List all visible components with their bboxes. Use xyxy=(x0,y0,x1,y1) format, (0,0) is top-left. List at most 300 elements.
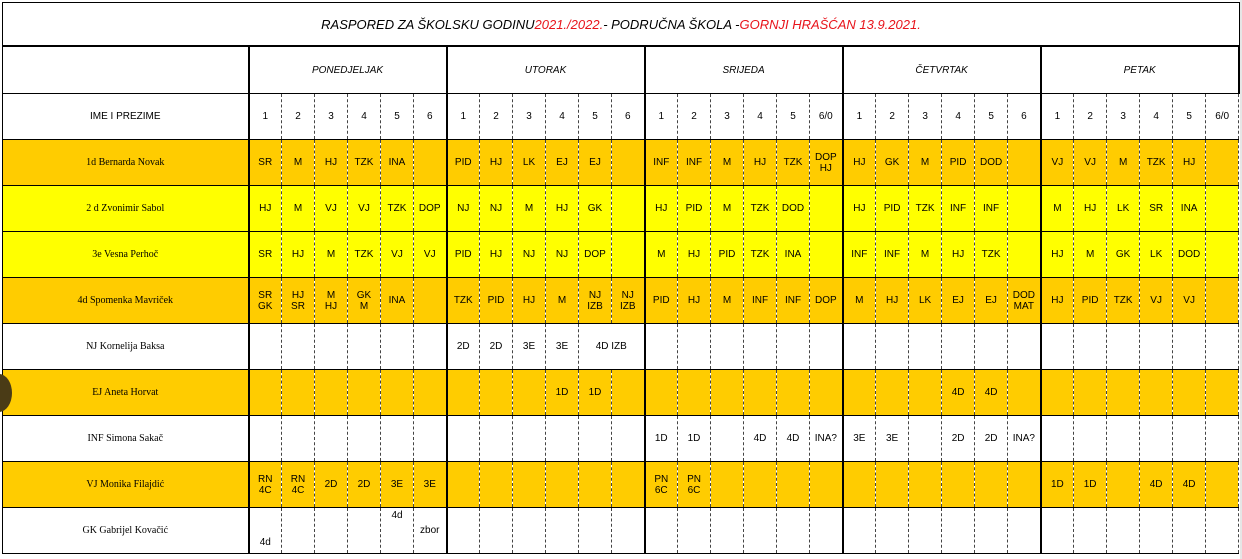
lesson-cell xyxy=(942,278,975,324)
lesson-label: 4D xyxy=(1182,479,1196,490)
lesson-cell xyxy=(513,278,546,324)
lesson-cell xyxy=(843,416,876,462)
slot-number: 2 xyxy=(1074,94,1107,140)
lesson-cell xyxy=(612,186,645,232)
name-column-header: IME I PREZIME xyxy=(3,94,249,140)
lesson-cell xyxy=(612,416,645,462)
lesson-cell xyxy=(348,232,381,278)
lesson-cell xyxy=(678,140,711,186)
lesson-label: HJ xyxy=(1051,249,1064,260)
lesson-cell xyxy=(1041,232,1074,278)
lesson-label: PID xyxy=(883,203,901,214)
lesson-label: 3E xyxy=(555,341,569,352)
lesson-cell xyxy=(447,278,480,324)
lesson-cell xyxy=(975,324,1008,370)
lesson-cell xyxy=(1074,186,1107,232)
day-header: UTORAK xyxy=(447,47,645,94)
lesson-cell xyxy=(1107,278,1140,324)
lesson-cell xyxy=(579,278,612,324)
lesson-cell xyxy=(546,232,579,278)
teacher-name: 1d Bernarda Novak xyxy=(3,140,249,186)
lesson-label: zbor xyxy=(420,525,440,536)
lesson-cell xyxy=(711,508,744,554)
lesson-cell xyxy=(414,416,447,462)
slot-number: 3 xyxy=(513,94,546,140)
lesson-cell xyxy=(381,370,414,416)
lesson-cell xyxy=(942,508,975,554)
lesson-cell xyxy=(909,278,942,324)
slot-number: 3 xyxy=(909,94,942,140)
lesson-label: VJ xyxy=(1051,157,1064,168)
lesson-label: INF xyxy=(685,157,703,168)
lesson-cell xyxy=(348,370,381,416)
slot-number: 2 xyxy=(282,94,315,140)
slot-number: 1 xyxy=(645,94,678,140)
lesson-cell xyxy=(909,370,942,416)
lesson-label: TZK xyxy=(750,203,770,214)
header-blank xyxy=(3,47,249,94)
lesson-label: VJ xyxy=(1183,295,1195,306)
lesson-cell xyxy=(975,508,1008,554)
lesson-cell xyxy=(249,416,282,462)
lesson-label: 2D xyxy=(984,433,998,444)
slot-number: 6 xyxy=(1008,94,1041,140)
lesson-cell xyxy=(414,140,447,186)
lesson-label: VJ xyxy=(358,203,370,214)
lesson-cell xyxy=(447,232,480,278)
slot-number: 4 xyxy=(942,94,975,140)
lesson-label: INF xyxy=(653,157,670,168)
lesson-cell xyxy=(1107,232,1140,278)
lesson-label: NJ xyxy=(457,203,470,214)
slot-number: 1 xyxy=(447,94,480,140)
teacher-row xyxy=(3,508,1239,554)
lesson-cell xyxy=(744,370,777,416)
lesson-cell xyxy=(1206,232,1239,278)
lesson-cell xyxy=(1074,278,1107,324)
teacher-row xyxy=(3,324,1239,370)
lesson-cell xyxy=(1140,416,1173,462)
teacher-name: 2 d Zvonimir Sabol xyxy=(3,186,249,232)
lesson-label: TZK xyxy=(354,157,374,168)
lesson-cell xyxy=(315,324,348,370)
lesson-label: DOD xyxy=(1178,249,1201,260)
lesson-label: TZK xyxy=(1113,295,1133,306)
lesson-cell xyxy=(909,416,942,462)
lesson-label: HJ SR xyxy=(291,289,305,312)
lesson-label: M HJ xyxy=(324,289,338,312)
lesson-label: PID xyxy=(949,157,967,168)
lesson-cell xyxy=(381,232,414,278)
lesson-cell xyxy=(348,278,381,324)
lesson-label: 1D xyxy=(588,387,602,398)
lesson-cell xyxy=(1173,232,1206,278)
lesson-cell xyxy=(348,324,381,370)
lesson-label: INA xyxy=(388,157,406,168)
lesson-label: HJ xyxy=(687,295,701,306)
title-place: GORNJI HRAŠĆAN 13.9.2021. xyxy=(739,16,921,32)
teacher-row xyxy=(3,140,1239,186)
teacher-name: 3e Vesna Perhoč xyxy=(3,232,249,278)
slot-number: 3 xyxy=(1107,94,1140,140)
lesson-label: INF xyxy=(851,249,868,260)
lesson-cell xyxy=(876,416,909,462)
lesson-cell xyxy=(249,232,282,278)
lesson-label: PID xyxy=(652,295,670,306)
lesson-label: VJ xyxy=(423,249,436,260)
lesson-cell xyxy=(975,232,1008,278)
lesson-cell xyxy=(711,186,744,232)
lesson-cell xyxy=(1008,140,1041,186)
lesson-label: HJ xyxy=(259,203,272,214)
lesson-cell xyxy=(711,416,744,462)
lesson-cell xyxy=(942,370,975,416)
lesson-label: INA xyxy=(784,249,802,260)
lesson-label: HJ xyxy=(489,249,503,260)
lesson-cell xyxy=(546,462,579,508)
lesson-label: SR xyxy=(258,157,273,168)
lesson-cell xyxy=(348,462,381,508)
lesson-cell xyxy=(546,416,579,462)
lesson-label: INA? xyxy=(1012,433,1035,444)
lesson-label: TZK xyxy=(783,157,803,168)
lesson-cell xyxy=(546,278,579,324)
lesson-cell xyxy=(645,140,678,186)
lesson-cell xyxy=(678,462,711,508)
lesson-cell xyxy=(1206,462,1239,508)
lesson-cell xyxy=(1206,324,1239,370)
lesson-label: 4D xyxy=(786,433,800,444)
lesson-cell xyxy=(1173,508,1206,554)
lesson-label: PID xyxy=(487,295,505,306)
lesson-cell xyxy=(843,462,876,508)
page-title xyxy=(2,2,1240,46)
lesson-cell xyxy=(579,508,612,554)
lesson-cell xyxy=(513,232,546,278)
lesson-label: NJ xyxy=(555,249,569,260)
lesson-cell xyxy=(282,508,315,554)
lesson-cell xyxy=(1173,462,1206,508)
lesson-cell xyxy=(282,232,315,278)
lesson-cell xyxy=(876,186,909,232)
lesson-cell xyxy=(315,416,348,462)
lesson-cell xyxy=(480,232,513,278)
lesson-label: M xyxy=(855,295,864,306)
lesson-cell xyxy=(645,508,678,554)
lesson-label: M xyxy=(524,203,534,214)
day-header: PETAK xyxy=(1041,47,1239,94)
lesson-label: M xyxy=(326,249,336,260)
lesson-label: 1D xyxy=(1050,479,1064,490)
lesson-cell xyxy=(579,370,612,416)
slot-number: 5 xyxy=(579,94,612,140)
lesson-cell xyxy=(777,232,810,278)
lesson-cell xyxy=(909,232,942,278)
lesson-cell xyxy=(843,278,876,324)
teacher-name: EJ Aneta Horvat xyxy=(3,370,249,416)
lesson-label: INA? xyxy=(814,433,837,444)
lesson-label: HJ xyxy=(555,203,569,214)
lesson-cell xyxy=(414,370,447,416)
teacher-name: INF Simona Sakač xyxy=(3,416,249,462)
lesson-cell xyxy=(381,186,414,232)
lesson-cell xyxy=(612,278,645,324)
slot-number: 6/0 xyxy=(1206,94,1239,140)
lesson-label: M xyxy=(722,295,732,306)
lesson-cell xyxy=(1041,508,1074,554)
lesson-cell xyxy=(348,508,381,554)
lesson-cell xyxy=(579,416,612,462)
lesson-cell xyxy=(876,508,909,554)
lesson-cell xyxy=(810,324,843,370)
lesson-cell xyxy=(546,140,579,186)
lesson-cell xyxy=(381,278,414,324)
lesson-label: GK xyxy=(1115,249,1131,260)
lesson-cell xyxy=(348,416,381,462)
lesson-label: 2D xyxy=(357,479,371,490)
lesson-label: PN 6C xyxy=(687,473,701,496)
lesson-cell xyxy=(1008,278,1041,324)
lesson-label: VJ xyxy=(325,203,337,214)
lesson-cell xyxy=(678,324,711,370)
lesson-cell xyxy=(645,278,678,324)
lesson-label: 4D xyxy=(753,433,767,444)
lesson-cell xyxy=(1173,140,1206,186)
lesson-cell xyxy=(447,508,480,554)
timetable xyxy=(2,46,1240,554)
slot-number: 3 xyxy=(315,94,348,140)
lesson-cell xyxy=(546,324,579,370)
lesson-cell xyxy=(942,232,975,278)
lesson-cell xyxy=(645,232,678,278)
lesson-cell xyxy=(1206,416,1239,462)
lesson-label: LK xyxy=(918,295,932,306)
lesson-cell xyxy=(249,278,282,324)
lesson-cell xyxy=(1140,140,1173,186)
teacher-name: NJ Kornelija Baksa xyxy=(3,324,249,370)
teacher-row xyxy=(3,278,1239,324)
lesson-cell xyxy=(876,232,909,278)
lesson-label: M xyxy=(1118,157,1128,168)
lesson-label: 2D xyxy=(456,341,470,352)
lesson-cell xyxy=(1074,416,1107,462)
lesson-label: HJ xyxy=(522,295,536,306)
lesson-cell xyxy=(1173,370,1206,416)
lesson-cell xyxy=(876,140,909,186)
lesson-cell xyxy=(612,232,645,278)
lesson-cell xyxy=(414,278,447,324)
lesson-label: M xyxy=(293,203,303,214)
lesson-label: HJ xyxy=(853,157,866,168)
lesson-cell xyxy=(513,186,546,232)
lesson-cell xyxy=(744,462,777,508)
lesson-cell xyxy=(1206,370,1239,416)
lesson-cell xyxy=(777,186,810,232)
lesson-cell xyxy=(1140,370,1173,416)
day-header: SRIJEDA xyxy=(645,47,843,94)
lesson-cell xyxy=(414,232,447,278)
lesson-cell xyxy=(711,232,744,278)
slot-number: 2 xyxy=(480,94,513,140)
lesson-cell xyxy=(249,462,282,508)
lesson-cell xyxy=(1140,186,1173,232)
lesson-cell xyxy=(612,462,645,508)
slot-number: 1 xyxy=(843,94,876,140)
lesson-label: 4d xyxy=(391,510,403,521)
lesson-cell xyxy=(1206,140,1239,186)
lesson-cell xyxy=(777,324,810,370)
lesson-cell xyxy=(282,324,315,370)
lesson-cell xyxy=(1107,370,1140,416)
lesson-label: LK xyxy=(1150,249,1163,260)
lesson-cell xyxy=(711,370,744,416)
teacher-row xyxy=(3,232,1239,278)
lesson-cell xyxy=(513,370,546,416)
lesson-cell xyxy=(678,508,711,554)
lesson-label: PID xyxy=(718,249,736,260)
lesson-cell xyxy=(711,324,744,370)
lesson-label: M xyxy=(557,295,567,306)
lesson-cell xyxy=(744,186,777,232)
lesson-label: VJ xyxy=(391,249,403,260)
lesson-cell xyxy=(1173,278,1206,324)
lesson-cell xyxy=(579,462,612,508)
lesson-cell xyxy=(975,278,1008,324)
slot-number: 5 xyxy=(777,94,810,140)
lesson-cell xyxy=(447,140,480,186)
lesson-cell xyxy=(645,324,678,370)
lesson-label: TZK xyxy=(981,249,1001,260)
lesson-label: GK xyxy=(587,203,603,214)
lesson-cell xyxy=(381,140,414,186)
lesson-label: INF xyxy=(983,203,1000,214)
lesson-cell xyxy=(480,278,513,324)
teacher-row xyxy=(3,186,1239,232)
lesson-cell xyxy=(645,416,678,462)
lesson-cell xyxy=(942,186,975,232)
lesson-label: 3E xyxy=(853,433,866,444)
lesson-cell xyxy=(381,416,414,462)
slot-number: 3 xyxy=(711,94,744,140)
lesson-cell xyxy=(843,324,876,370)
lesson-cell xyxy=(1041,370,1074,416)
lesson-cell xyxy=(843,140,876,186)
lesson-cell xyxy=(876,324,909,370)
lesson-cell xyxy=(579,232,612,278)
lesson-cell xyxy=(249,324,282,370)
lesson-cell xyxy=(744,278,777,324)
lesson-cell xyxy=(909,508,942,554)
lesson-cell xyxy=(1041,186,1074,232)
slot-number: 4 xyxy=(744,94,777,140)
title-part-2: - PODRUČNA ŠKOLA - xyxy=(603,16,740,32)
lesson-cell xyxy=(1140,278,1173,324)
lesson-cell xyxy=(381,324,414,370)
lesson-cell xyxy=(810,186,843,232)
lesson-cell xyxy=(414,186,447,232)
lesson-cell xyxy=(1107,186,1140,232)
lesson-cell xyxy=(447,370,480,416)
lesson-cell xyxy=(546,186,579,232)
lesson-cell xyxy=(1107,416,1140,462)
lesson-cell xyxy=(282,186,315,232)
lesson-cell xyxy=(447,416,480,462)
lesson-label: PID xyxy=(1081,295,1099,306)
lesson-label: SR xyxy=(258,249,273,260)
lesson-label: HJ xyxy=(885,295,899,306)
lesson-cell xyxy=(1206,278,1239,324)
title-year: 2021./2022. xyxy=(534,16,604,32)
lesson-label: 1D xyxy=(1083,479,1097,490)
lesson-label: M xyxy=(657,249,666,260)
lesson-label: 2D xyxy=(951,433,965,444)
lesson-cell xyxy=(1173,186,1206,232)
lesson-label: HJ xyxy=(1051,295,1064,306)
lesson-cell xyxy=(447,324,480,370)
lesson-label: VJ xyxy=(1084,157,1096,168)
lesson-cell xyxy=(1074,370,1107,416)
lesson-cell xyxy=(1140,232,1173,278)
lesson-cell xyxy=(381,508,414,554)
lesson-cell xyxy=(282,370,315,416)
lesson-label: 1D xyxy=(555,387,569,398)
lesson-cell xyxy=(249,186,282,232)
lesson-cell xyxy=(1008,186,1041,232)
lesson-cell xyxy=(777,416,810,462)
lesson-label: M xyxy=(293,157,303,168)
lesson-cell xyxy=(744,508,777,554)
lesson-label: EJ xyxy=(985,295,997,306)
lesson-label: 3E xyxy=(885,433,899,444)
lesson-cell xyxy=(975,140,1008,186)
lesson-label: HJ xyxy=(1183,157,1196,168)
slot-number: 1 xyxy=(1041,94,1074,140)
lesson-cell xyxy=(876,462,909,508)
lesson-label: INF xyxy=(950,203,967,214)
lesson-cell xyxy=(777,370,810,416)
lesson-cell xyxy=(1140,462,1173,508)
lesson-cell xyxy=(777,508,810,554)
lesson-label: TZK xyxy=(354,249,374,260)
lesson-cell xyxy=(546,508,579,554)
teacher-row xyxy=(3,462,1239,508)
lesson-label: VJ xyxy=(1150,295,1162,306)
lesson-label: DOP xyxy=(418,203,441,214)
lesson-label: HJ xyxy=(489,157,503,168)
lesson-cell xyxy=(777,462,810,508)
lesson-cell xyxy=(843,508,876,554)
lesson-cell xyxy=(843,370,876,416)
lesson-cell xyxy=(513,508,546,554)
lesson-label: PN 6C xyxy=(654,473,669,496)
lesson-cell xyxy=(348,140,381,186)
lesson-label: PID xyxy=(454,249,472,260)
lesson-cell xyxy=(480,508,513,554)
slot-number: 4 xyxy=(1140,94,1173,140)
lesson-label: DOP HJ xyxy=(814,151,837,174)
lesson-cell xyxy=(546,370,579,416)
lesson-cell xyxy=(678,232,711,278)
lesson-label: HJ xyxy=(853,203,866,214)
lesson-cell xyxy=(942,416,975,462)
lesson-cell xyxy=(513,462,546,508)
lesson-label: INA xyxy=(1180,203,1198,214)
lesson-cell xyxy=(480,416,513,462)
lesson-cell xyxy=(315,462,348,508)
lesson-label: M xyxy=(722,157,732,168)
lesson-label: 3E xyxy=(522,341,536,352)
lesson-label: HJ xyxy=(324,157,338,168)
